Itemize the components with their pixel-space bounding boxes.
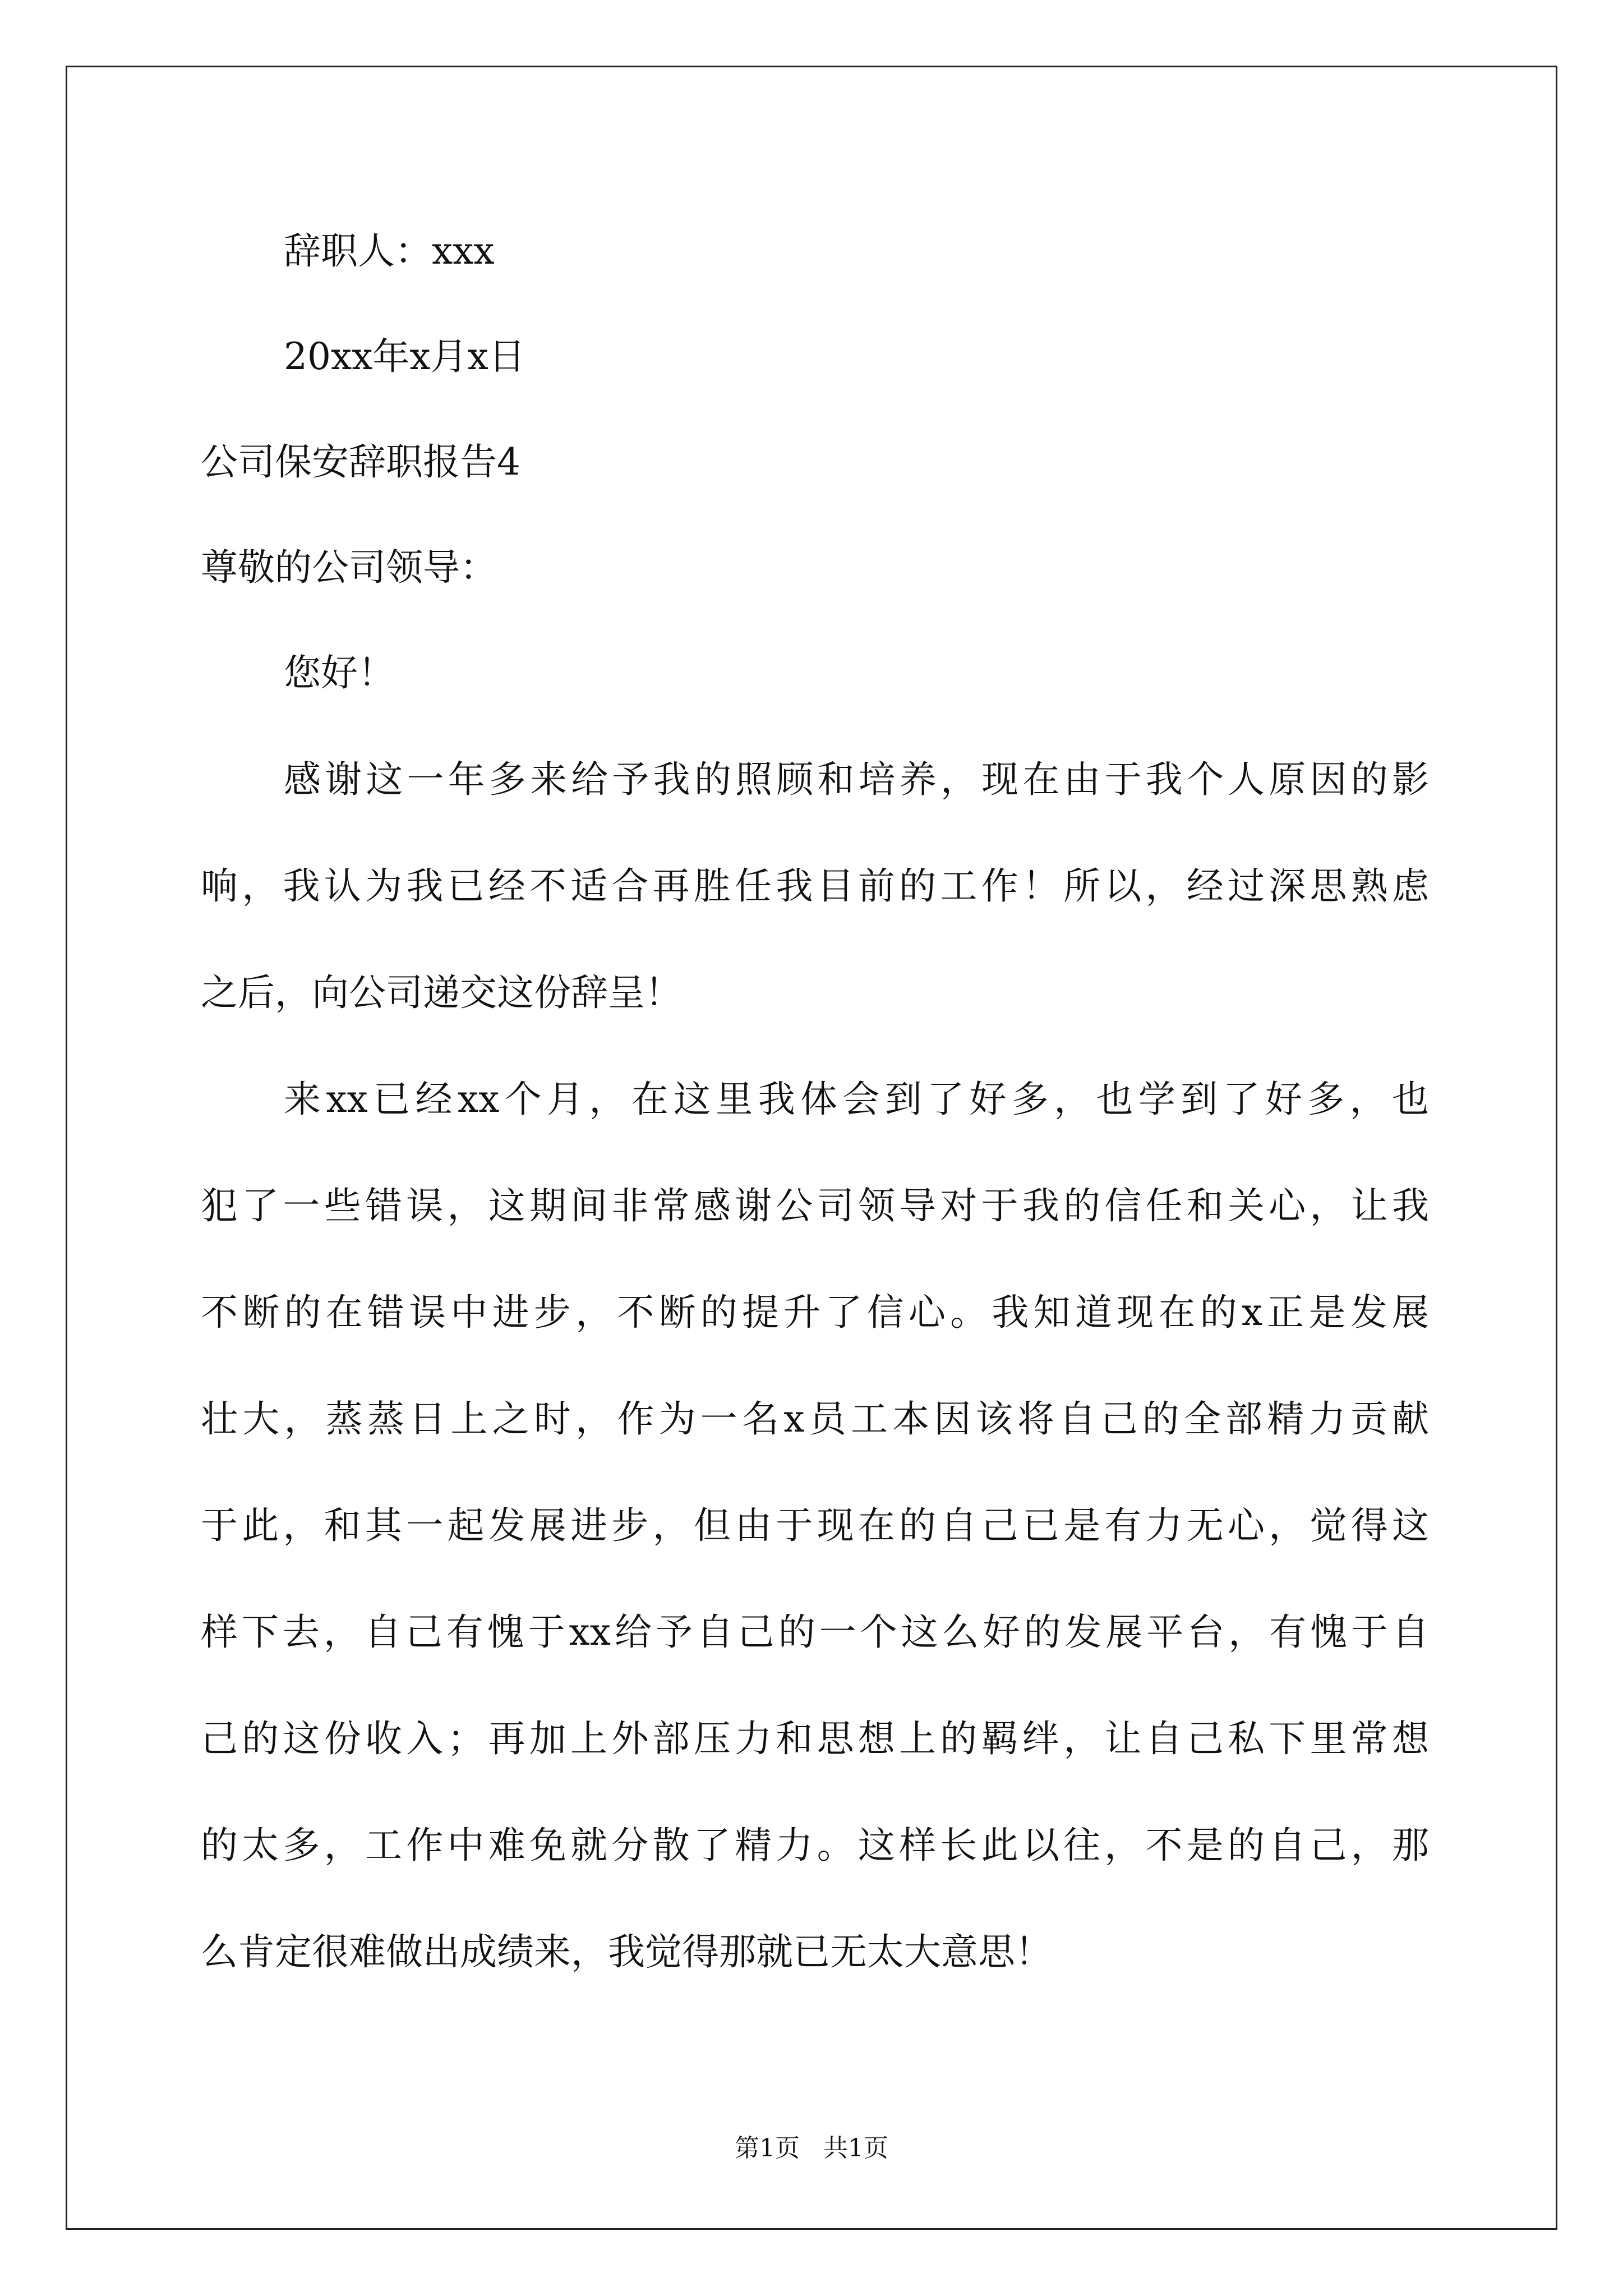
section-title: 公司保安辞职报告4: [201, 440, 520, 484]
greeting: 您好！: [284, 651, 395, 694]
paragraph2-line: 于此，和其一起发展进步，但由于现在的自己已是有力无心，觉得这: [201, 1504, 1429, 1547]
paragraph1-line: 感谢这一年多来给予我的照顾和培养，现在由于我个人原因的影: [284, 758, 1429, 801]
page-total: 共1页: [823, 2134, 888, 2162]
page-number: 第1页: [735, 2134, 800, 2162]
paragraph2-line: 犯了一些错误，这期间非常感谢公司领导对于我的信任和关心，让我: [201, 1184, 1429, 1227]
paragraph2-line: 样下去，自己有愧于xx给予自己的一个这么好的发展平台，有愧于自: [201, 1611, 1429, 1654]
date-line: 20xx年x月x日: [284, 335, 525, 378]
paragraph2-line: 来xx已经xx个月，在这里我体会到了好多，也学到了好多，也: [284, 1078, 1429, 1121]
paragraph1-line: 响，我认为我已经不适合再胜任我目前的工作！所以，经过深思熟虑: [201, 864, 1429, 908]
paragraph2-line: 么肯定很难做出成绩来，我觉得那就已无太大意思！: [201, 1930, 1052, 1973]
signature-line: 辞职人：xxx: [284, 229, 495, 273]
paragraph2-line: 壮大，蒸蒸日上之时，作为一名x员工本因该将自己的全部精力贡献: [201, 1397, 1429, 1441]
page-border: [66, 66, 1557, 2230]
paragraph2-line: 己的这份收入；再加上外部压力和思想上的羁绊，让自己私下里常想: [201, 1717, 1429, 1760]
paragraph2-line: 的太多，工作中难免就分散了精力。这样长此以往，不是的自己，那: [201, 1824, 1429, 1867]
paragraph1-line: 之后，向公司递交这份辞呈！: [201, 971, 682, 1014]
page-footer: [0, 2133, 1623, 2164]
paragraph2-line: 不断的在错误中进步，不断的提升了信心。我知道现在的x正是发展: [201, 1291, 1429, 1334]
salutation: 尊敬的公司领导：: [201, 546, 497, 589]
